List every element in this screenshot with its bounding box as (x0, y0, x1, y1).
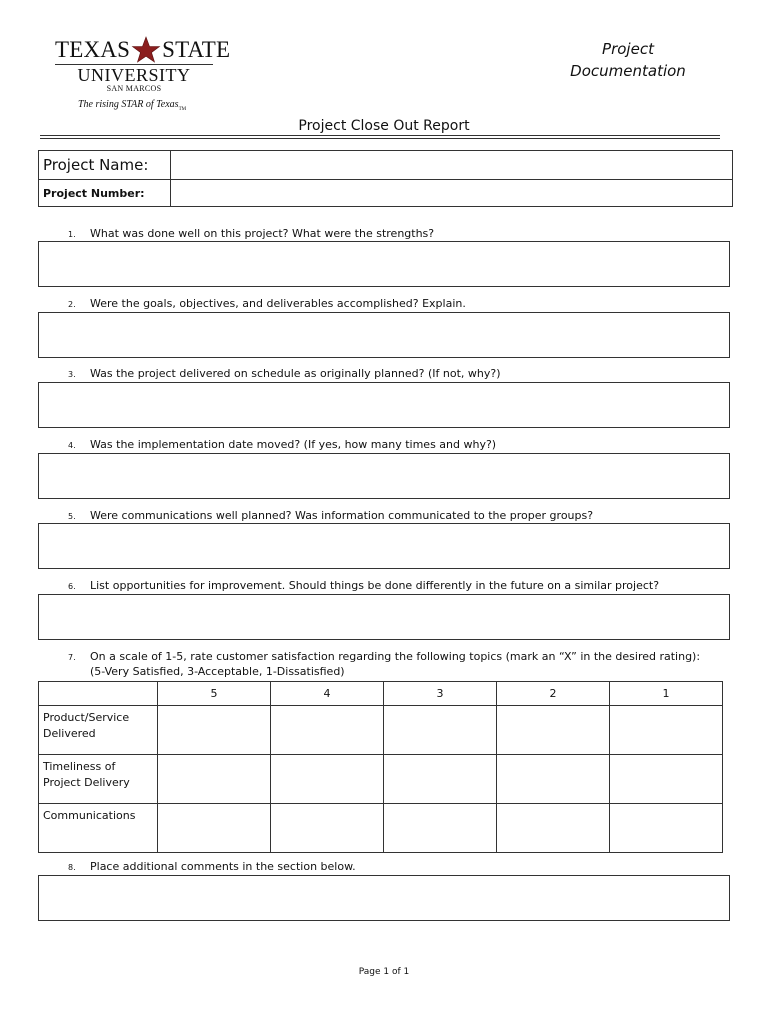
project-name-row (39, 151, 733, 180)
rating-cell[interactable] (384, 706, 497, 755)
rating-cell[interactable] (158, 804, 271, 853)
satisfaction-rating-table (38, 681, 723, 853)
question-8 (68, 860, 356, 875)
rating-cell[interactable] (271, 804, 384, 853)
question-4-number: 4. (68, 441, 76, 450)
rating-header-topic (39, 682, 158, 706)
document-type (548, 38, 708, 82)
question-6-number: 6. (68, 582, 76, 591)
answer-5-box[interactable] (38, 523, 730, 569)
project-number-label: Project Number: (39, 180, 171, 207)
document-type-line2: Documentation (570, 62, 686, 80)
question-5 (68, 509, 593, 524)
title-rule-bottom (40, 138, 720, 139)
rating-header-2: 2 (497, 682, 610, 706)
logo-university: UNIVERSITY (77, 65, 191, 85)
star-icon (131, 36, 161, 64)
question-6 (68, 579, 659, 594)
question-5-text: Were communications well planned? Was information communicated to the proper groups? (90, 509, 594, 522)
rating-topic: Communications (39, 804, 158, 853)
rating-cell[interactable] (610, 755, 723, 804)
question-8-number: 8. (68, 863, 76, 872)
question-1-text: What was done well on this project? What were the strengths? (90, 227, 435, 240)
rating-cell[interactable] (610, 804, 723, 853)
logo-word-texas: TEXAS (55, 37, 131, 62)
question-3 (68, 367, 501, 382)
rating-cell[interactable] (271, 706, 384, 755)
title-rule-top (40, 135, 720, 136)
rating-cell[interactable] (497, 755, 610, 804)
rating-topic: Timeliness of Project Delivery (39, 755, 158, 804)
rating-row-product-service (39, 706, 723, 755)
question-3-number: 3. (68, 370, 76, 379)
question-8-text: Place additional comments in the section below. (90, 860, 356, 873)
rating-cell[interactable] (497, 706, 610, 755)
question-6-text: List opportunities for improvement. Should things be done differently in the future on a similar project? (90, 579, 660, 592)
question-3-text: Was the project delivered on schedule as originally planned? (If not, why?) (90, 367, 501, 380)
question-4 (68, 438, 496, 453)
rating-header-3: 3 (384, 682, 497, 706)
project-name-label: Project Name: (39, 151, 171, 180)
rating-cell[interactable] (497, 804, 610, 853)
document-type-line1: Project (602, 40, 654, 58)
answer-6-box[interactable] (38, 594, 730, 640)
logo-tagline (78, 98, 186, 117)
rating-cell[interactable] (271, 755, 384, 804)
project-number-row (39, 180, 733, 207)
logo-campus: SAN MARCOS (106, 84, 162, 93)
rating-row-timeliness (39, 755, 723, 804)
question-2 (68, 297, 466, 312)
question-2-text: Were the goals, objectives, and deliverables accomplished? Explain. (90, 297, 466, 310)
rating-row-communications (39, 804, 723, 853)
answer-3-box[interactable] (38, 382, 730, 428)
question-1-number: 1. (68, 230, 76, 239)
project-name-field[interactable] (171, 151, 733, 180)
rating-topic: Product/Service Delivered (39, 706, 158, 755)
rating-cell[interactable] (384, 804, 497, 853)
answer-4-box[interactable] (38, 453, 730, 499)
report-title: Project Close Out Report (298, 118, 470, 134)
question-7-number: 7. (68, 653, 76, 662)
project-number-field[interactable] (171, 180, 733, 207)
project-info-table (38, 150, 733, 207)
logo-trademark: TM (178, 107, 187, 112)
rating-cell[interactable] (158, 706, 271, 755)
question-1 (68, 227, 434, 242)
rating-cell[interactable] (610, 706, 723, 755)
question-4-text: Was the implementation date moved? (If yes, how many times and why?) (90, 438, 497, 451)
rating-header-row (39, 682, 723, 706)
question-2-number: 2. (68, 300, 76, 309)
question-7-scale-note: (5-Very Satisfied, 3-Acceptable, 1-Dissatisfied) (90, 665, 345, 678)
rating-header-4: 4 (271, 682, 384, 706)
university-logo (55, 36, 230, 64)
answer-8-box[interactable] (38, 875, 730, 921)
rating-header-1: 1 (610, 682, 723, 706)
logo-word-state: STATE (162, 37, 231, 62)
question-7 (68, 650, 700, 665)
rating-cell[interactable] (158, 755, 271, 804)
answer-2-box[interactable] (38, 312, 730, 358)
rating-header-5: 5 (158, 682, 271, 706)
question-5-number: 5. (68, 512, 76, 521)
rating-cell[interactable] (384, 755, 497, 804)
logo-tagline-text: The rising STAR of Texas (78, 99, 179, 110)
answer-1-box[interactable] (38, 241, 730, 287)
page-number: Page 1 of 1 (358, 967, 410, 977)
question-7-text: On a scale of 1-5, rate customer satisfaction regarding the following topics (mark an “X” in the desired rating): (90, 650, 701, 663)
